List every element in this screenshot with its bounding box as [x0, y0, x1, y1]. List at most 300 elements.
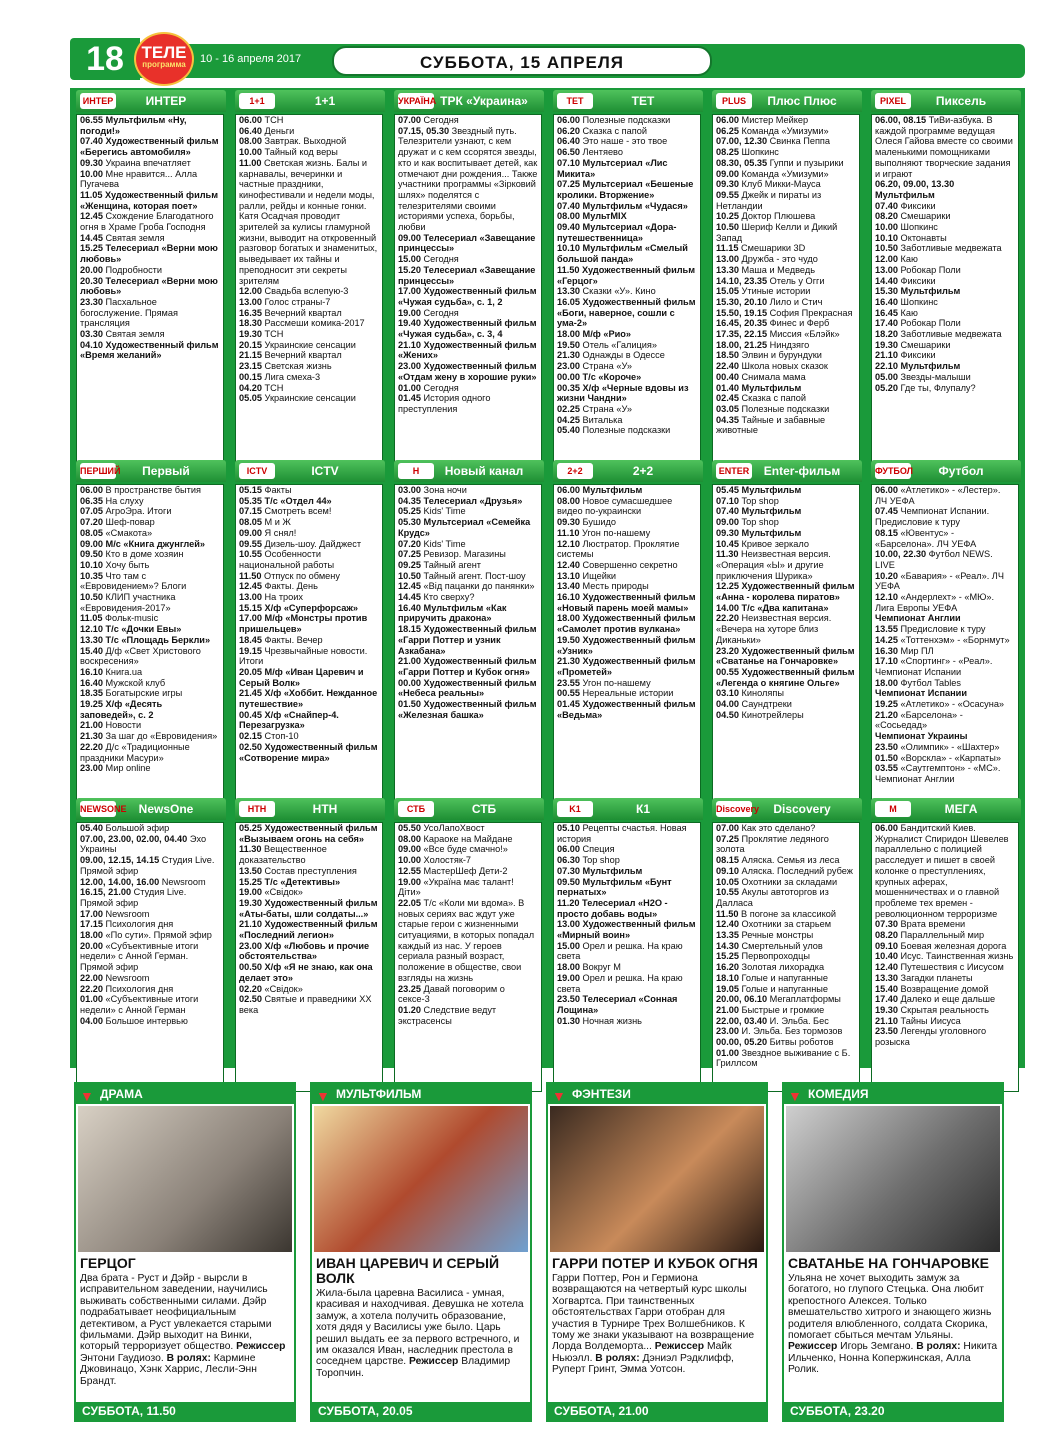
program-title: Мультфильм [582, 485, 643, 495]
program-title: Зона ночи [423, 485, 467, 495]
program-title: Чемпионат Англии [875, 613, 961, 624]
program-time: 03.00 [398, 485, 424, 495]
channel-schedule [394, 822, 542, 1092]
cast-label: В ролях: [166, 1352, 211, 1364]
program-time: 13.00 [716, 254, 742, 265]
program-entry [872, 930, 1018, 941]
movie-airtime: СУББОТА, 11.50 [76, 1402, 294, 1420]
program-entry [395, 265, 541, 286]
program-title: Фиксики [900, 275, 936, 286]
program-title: Психология дня [105, 919, 174, 930]
program-entry [395, 603, 541, 624]
program-time: 07.40 [557, 200, 583, 211]
program-entry [236, 581, 382, 592]
program-time: 09.40 [557, 222, 583, 233]
program-time: 08.05 [239, 517, 265, 528]
program-entry [77, 984, 223, 995]
program-title: Шеф-повар [105, 517, 155, 528]
program-entry [77, 539, 223, 550]
program-entry [395, 560, 541, 571]
movie-synopsis: Ульяна не хочет выходить замуж за богатого, но глупого Стецька. Она любит крепостного Алексея. Только вмешательство хитрого и знающего жизнь родителя влюбленного, солдата Скорика, помогает сбыться мечтам Ульяны. [788, 1273, 992, 1342]
program-entry [554, 340, 700, 351]
program-title: Художественный фильм «Новый парень моей мамы» [557, 592, 696, 613]
channel-logo-icon: УКРАЇНА [398, 93, 434, 109]
program-entry [395, 592, 541, 603]
program-time: 18.10 [716, 972, 742, 983]
program-entry [713, 855, 859, 866]
program-entry [395, 496, 541, 507]
program-time: 08.20 [875, 930, 901, 941]
program-time: 11.20 [557, 897, 583, 908]
program-time: 12.55 [398, 865, 424, 876]
program-entry [554, 994, 700, 1015]
program-time: 07.10 [716, 495, 742, 506]
program-title: Угон по-нашему [582, 527, 651, 538]
program-time: 07.10 [557, 157, 583, 168]
program-entry [77, 169, 223, 190]
program-title: «Тоттенхэм» - «Борнмут» [900, 634, 1010, 645]
channel-name: МЕГА [944, 802, 978, 816]
program-entry [77, 571, 223, 592]
program-entry [236, 742, 382, 763]
movie-description [312, 1288, 530, 1379]
program-time: 00.50 [239, 962, 265, 973]
channel-header [553, 460, 703, 482]
program-title: Мир ПЛ [900, 645, 934, 656]
program-entry [554, 656, 700, 677]
program-title: Скрытая реальность [900, 1004, 989, 1015]
program-title: Художественный фильм «Прометей» [557, 656, 696, 677]
program-title: Загадки планеты [900, 972, 973, 983]
program-entry [713, 506, 859, 517]
program-entry [77, 297, 223, 329]
program-title: Телесериал «Верни мою любовь» [80, 243, 218, 265]
program-title: Художественный фильм «Последний легион» [239, 919, 378, 941]
program-entry [554, 855, 700, 866]
program-entry [77, 1016, 223, 1027]
program-time: 12.45 [239, 581, 265, 592]
genre-label: ДРАМА [100, 1087, 143, 1101]
program-entry [77, 158, 223, 169]
program-title: Футбол NEWS. LIVE [875, 549, 993, 570]
program-entry [713, 286, 859, 297]
program-title: Нереальные истории [582, 688, 674, 699]
program-title: Сегодня [423, 382, 459, 393]
program-title: Киноляпы [741, 688, 784, 699]
program-time: 05.40 [80, 823, 106, 833]
program-time: 02.45 [716, 393, 742, 404]
movie-genre [76, 1084, 294, 1104]
program-entry [713, 485, 859, 496]
program-time: 22.20 [716, 613, 742, 624]
program-title: Неизвестная версия. «Вечера на хуторе близ Диканьки» [716, 613, 832, 645]
program-time: 12.45 [80, 211, 106, 222]
program-title: Факты. День [264, 581, 318, 592]
channel-schedule [871, 114, 1019, 466]
program-title: Мультфильм [741, 527, 802, 538]
program-time: 00.00 [398, 677, 424, 688]
program-time: 20.30 [80, 275, 106, 286]
program-title: Top shop [741, 517, 779, 528]
program-title: Украинские сенсации [264, 393, 356, 404]
program-time: 13.30 [557, 286, 583, 297]
program-title: Эхо Украины [80, 833, 207, 855]
program-time: 11.00 [239, 157, 265, 168]
program-title: Богатырские игры [105, 688, 183, 699]
program-time: 10.50 [875, 243, 901, 254]
program-entry [713, 361, 859, 372]
channel-header [76, 460, 226, 482]
program-title: Далеко и еще дальше [900, 994, 996, 1005]
program-title: Особенности национальной работы [239, 549, 335, 570]
program-entry [713, 1048, 859, 1069]
program-time: 09.30 [557, 517, 583, 528]
program-entry [77, 329, 223, 340]
program-time: 04.35 [398, 495, 424, 506]
program-time: 20.00, 06.10 [716, 994, 770, 1005]
program-entry [554, 126, 700, 137]
program-title: Что там с «Евровидением»? Блоги [80, 570, 187, 592]
program-entry [395, 115, 541, 126]
program-time: 01.40 [716, 382, 742, 393]
program-entry [554, 201, 700, 212]
program-entry [77, 646, 223, 667]
program-title: Аляска. Семья из леса [741, 855, 840, 866]
program-entry [713, 276, 859, 287]
program-entry [77, 233, 223, 244]
channel-name: СТБ [471, 802, 497, 816]
program-title: Мультсериал «Дора-путешественница» [557, 222, 677, 243]
program-title: Смешарики 3D [741, 243, 806, 254]
program-time: 23.50 [557, 994, 583, 1005]
program-time: 15.15 [239, 602, 265, 613]
program-time: 03.55 [875, 763, 901, 774]
cast-names: Никита Ильченко, Нонна Копержинская, Алла Ролик. [788, 1341, 998, 1376]
program-time: 15.25 [716, 951, 742, 962]
program-entry [872, 613, 1018, 624]
program-time: 15.20 [398, 264, 424, 275]
movie-genre [784, 1084, 1002, 1104]
program-entry [554, 147, 700, 158]
program-title: Мир online [105, 763, 151, 774]
program-title: «Бавария» - «Реал». ЛЧ УЕФА [875, 570, 1004, 592]
program-entry [395, 984, 541, 1005]
program-title: Художественный фильм «Женщина, которая поет» [80, 189, 218, 211]
program-title: Снимала мама [741, 371, 806, 382]
program-title: КЛИП участника «Евровидения-2017» [80, 592, 176, 613]
program-time: 21.30 [557, 656, 583, 667]
program-title: Художественный фильм «Чужая судьба», с. 1, 2 [398, 286, 537, 307]
program-time: 07.05 [80, 506, 106, 517]
channel-logo-icon: M [875, 801, 911, 817]
program-entry [554, 286, 700, 297]
channel-logo-icon: ИНТЕР [80, 93, 116, 109]
program-title: Робокар Поли [900, 318, 961, 329]
program-time: 23.00 [716, 1026, 742, 1037]
program-title: Полезные подсказки [582, 115, 671, 125]
program-time: 05.45 [716, 485, 742, 495]
program-entry [872, 318, 1018, 329]
program-entry [872, 286, 1018, 297]
channel-schedule [76, 822, 224, 1092]
program-time: 06.00 [557, 115, 583, 125]
program-title: «Смакота» [105, 527, 153, 538]
channel-logo-icon: NEWSONE [80, 801, 116, 817]
program-time: 12.10 [557, 538, 583, 549]
program-title: Вещественное доказательство [239, 844, 327, 866]
program-time: 16.45 [875, 307, 901, 318]
program-title: Лило и Стич [769, 296, 823, 307]
program-time: 19.50 [557, 634, 583, 645]
program-entry [395, 233, 541, 254]
program-title: Смертельный улов [741, 940, 823, 951]
program-entry [713, 866, 859, 877]
program-title: Мультфильм «Как приручить дракона» [398, 602, 507, 624]
program-time: 18.50 [716, 350, 742, 361]
program-title: Художественный фильм «Сватанье на Гончаровке» [716, 645, 855, 667]
program-time: 04.25 [557, 414, 583, 425]
program-title: МультMIX [582, 211, 627, 222]
program-entry [395, 506, 541, 517]
program-entry [236, 528, 382, 539]
program-time: 11.10 [557, 527, 583, 538]
movie-still-image [550, 1106, 764, 1252]
program-time: 10.35 [80, 570, 106, 581]
channel-logo-icon: ENTER [716, 463, 752, 479]
program-time: 08.15 [875, 527, 901, 538]
program-entry [236, 318, 382, 329]
program-entry [872, 731, 1018, 742]
program-entry [236, 136, 382, 147]
program-title: Виталька [582, 414, 623, 425]
program-time: 13.50 [239, 865, 265, 876]
program-entry [713, 190, 859, 211]
movie-highlights [70, 1082, 1025, 1442]
program-title: Т/с «Короче» [582, 371, 642, 382]
program-entry [713, 308, 859, 319]
program-title: «По сути». Прямой эфир [105, 930, 212, 941]
program-title: Смотреть всем! [264, 506, 332, 517]
program-time: 18.35 [80, 688, 106, 699]
program-entry [395, 844, 541, 855]
program-entry [554, 613, 700, 634]
program-entry [77, 877, 223, 888]
program-entry [872, 308, 1018, 319]
program-time: 05.35 [239, 495, 265, 506]
program-entry [872, 115, 1018, 179]
program-entry [236, 898, 382, 919]
director-name: Владимир Торопчин. [316, 1356, 511, 1379]
program-title: Художественный фильм «Гарри Поттер и узник Азкабана» [398, 624, 537, 656]
program-title: ТСН [264, 382, 284, 393]
program-entry [554, 688, 700, 699]
program-title: Схождение Благодатного огня в Храме Гроба Господня [80, 211, 214, 233]
program-title: «Свідок» [264, 983, 303, 994]
program-title: Мультфильм «Бунт пернатых» [557, 876, 672, 898]
program-entry [77, 496, 223, 507]
program-title: Свинка Пеппа [769, 136, 831, 147]
program-entry [77, 243, 223, 264]
program-entry [77, 667, 223, 678]
program-title: Х/ф «Десять заповедей», с. 2 [80, 699, 163, 720]
program-title: ТСН [264, 329, 284, 340]
program-title: Телесериал «Друзья» [423, 495, 523, 506]
program-entry [554, 158, 700, 179]
logo-bottom-text: программа [142, 60, 186, 69]
program-time: 23.50 [875, 1026, 901, 1037]
program-time: 17.40 [875, 994, 901, 1005]
program-title: Деньги [264, 125, 295, 136]
program-entry [872, 179, 1018, 200]
program-time: 19.00 [557, 972, 583, 983]
program-title: Речные монстры [741, 930, 814, 941]
program-title: УсоЛапоХвост [423, 823, 485, 833]
program-time: 13.40 [557, 581, 583, 592]
program-time: 05.50 [398, 823, 424, 833]
program-entry [713, 1037, 859, 1048]
channel-logo-icon: PLUS [716, 93, 752, 109]
program-entry [554, 962, 700, 973]
program-title: «Субъективные итоги недели» с Анной Герман [80, 994, 199, 1015]
program-title: Художественный фильм «Чужая судьба», с. 3, 4 [398, 318, 537, 340]
program-entry [713, 169, 859, 180]
program-entry [77, 340, 223, 361]
program-entry [395, 308, 541, 319]
program-title: Художественный фильм «Боги, наверное, сошли с ума-2» [557, 296, 696, 329]
program-entry [554, 211, 700, 222]
program-title: Художественный фильм «Отдам жену в хорошие руки» [398, 361, 537, 382]
program-time: 03.10 [716, 688, 742, 699]
program-entry [554, 941, 700, 962]
program-title: Мне нравится... Алла Пугачева [80, 168, 198, 190]
program-entry [395, 383, 541, 394]
program-entry [872, 222, 1018, 233]
program-title: Телесериал «Завещание принцессы» [398, 232, 536, 254]
program-time: 21.30 [557, 350, 583, 361]
program-entry [713, 1005, 859, 1016]
program-entry [77, 115, 223, 136]
program-entry [554, 699, 700, 720]
program-title: Караоке на Майдане [423, 833, 513, 844]
program-title: Newsroom [105, 908, 150, 919]
program-time: 00.40 [716, 371, 742, 382]
program-entry [713, 383, 859, 394]
movie-title: ИВАН ЦАРЕВИЧ И СЕРЫЙ ВОЛК [316, 1255, 500, 1286]
program-title: Мультсериал «Лис Микита» [557, 157, 668, 179]
program-entry [713, 254, 859, 265]
program-entry [236, 340, 382, 351]
program-entry [872, 763, 1018, 784]
program-time: 14.45 [398, 592, 424, 603]
program-title: Полезные подсказки [582, 425, 671, 436]
program-entry [872, 678, 1018, 689]
program-title: Художественный фильм «Берегись автомобиля» [80, 136, 219, 158]
program-title: Х/ф «Я не знаю, как она делает это» [239, 962, 373, 983]
program-title: Newsroom [161, 876, 206, 887]
program-title: Звезды-малыши [900, 371, 971, 382]
program-title: Бушидо [582, 517, 616, 528]
channel-name: ТЕТ [631, 94, 655, 108]
program-entry [713, 909, 859, 920]
program-title: Художественный фильм «Сотворение мира» [239, 741, 378, 763]
program-entry [77, 276, 223, 297]
program-title: Мультсериал «Бешеные кролики. Вторжение» [557, 179, 694, 200]
program-time: 05.15 [239, 485, 265, 495]
program-title: Фиксики [900, 200, 936, 211]
channel-name: ИНТЕР [145, 94, 187, 108]
program-title: «Від пацанки до панянки» [423, 581, 535, 592]
program-title: Голые и напуганные [741, 972, 828, 983]
program-entry [395, 1005, 541, 1026]
program-entry [77, 994, 223, 1015]
program-entry [77, 834, 223, 855]
program-entry [872, 1005, 1018, 1016]
program-time: 19.30 [875, 1004, 901, 1015]
program-entry [872, 688, 1018, 699]
program-entry [713, 710, 859, 721]
program-time: 14.40 [875, 275, 901, 286]
program-title: Тайные и забавные животные [716, 414, 826, 436]
program-entry [713, 222, 859, 243]
program-entry [395, 898, 541, 984]
program-title: Т/с «Детективы» [264, 876, 341, 887]
program-time: 12.40 [716, 919, 742, 930]
program-title: Мультфильм [875, 189, 935, 200]
program-entry [872, 485, 1018, 506]
program-title: Параллельный мир [900, 930, 985, 941]
program-time: 23.00 [239, 940, 265, 951]
movie-synopsis: Жила-была царевна Василиса - умная, красивая и находчивая. Девушка не хотела замуж, а хотела получить образование, хотя дядя у Василисы уже было. Царь решил выдать ее за первого встречного, и им оказался Иван, наследник престола в соседнем царстве. [316, 1288, 524, 1368]
program-title: Команда «Умизуми» [741, 125, 829, 136]
program-title: Стоп-10 [264, 731, 299, 742]
channel-logo-icon: ТЕТ [557, 93, 593, 109]
program-entry [236, 485, 382, 496]
program-time: 04.20 [239, 382, 265, 393]
program-time: 20.05 [239, 666, 265, 677]
program-title: Джейк и пираты из Нетландии [716, 189, 822, 211]
program-time: 06.00, 08.15 [875, 115, 929, 125]
program-time: 07.30 [557, 865, 583, 876]
program-title: Давай поговорим о сексе-3 [398, 983, 505, 1005]
program-title: Телесериал «H2O - просто добавь воды» [557, 897, 668, 919]
program-title: Мультфильм [900, 361, 961, 372]
program-title: Утиные истории [741, 286, 811, 297]
program-title: Пасхальное богослужение. Прямая трансляция [80, 296, 178, 329]
program-title: Золотая лихорадка [741, 962, 825, 973]
program-title: Мультсериал «Семейка Крудс» [398, 517, 531, 538]
program-entry [236, 823, 382, 844]
program-title: Вечерний квартал [264, 307, 342, 318]
program-time: 02.20 [239, 983, 265, 994]
program-time: 19.30 [239, 897, 265, 908]
channel-name: NewsOne [138, 802, 194, 816]
program-entry [395, 581, 541, 592]
page-number: 18 [70, 38, 140, 80]
program-time: 18.00 [557, 962, 583, 973]
program-time: 15.40 [875, 983, 901, 994]
program-title: Ищейки [582, 570, 616, 581]
program-entry [554, 496, 700, 517]
program-time: 05.25 [239, 823, 265, 833]
program-time: 05.10 [557, 823, 583, 833]
program-time: 16.45, 20.35 [716, 318, 770, 329]
program-title: Мистер Мейкер [741, 115, 809, 125]
program-title: «Андерлехт» - «МЮ». Лига Европы УЕФА [875, 592, 995, 613]
program-entry [872, 994, 1018, 1005]
program-title: История одного преступления [398, 393, 491, 414]
program-title: Фольк-music [105, 613, 159, 624]
program-entry [554, 1016, 700, 1027]
